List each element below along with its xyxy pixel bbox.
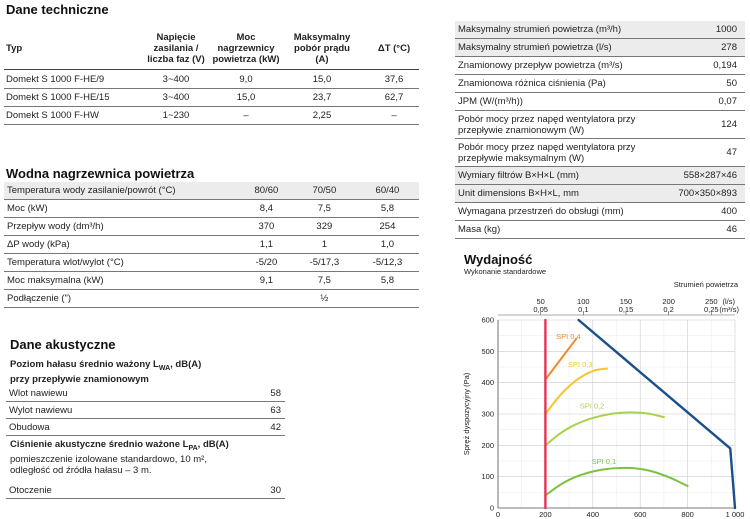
wodna-c1: 9,1 bbox=[240, 272, 293, 290]
wodna-label: ΔP wody (kPa) bbox=[4, 236, 240, 254]
dt-header-dt: ΔT (°C) bbox=[377, 43, 411, 54]
spec-value: 1000 bbox=[672, 21, 745, 39]
dt-rows bbox=[4, 71, 419, 125]
wodna-label: Podłączenie (") bbox=[4, 290, 240, 308]
m3s-tick-label: 0,1 bbox=[578, 305, 589, 314]
performance-chart bbox=[455, 275, 750, 519]
series-label: SPI 0,4 bbox=[556, 331, 581, 341]
x-tick-label: 600 bbox=[633, 510, 647, 519]
dt-cell-typ: Domekt S 1000 F-HE/9 bbox=[6, 74, 105, 85]
dt-header-pobor: Maksymalny pobór prądu (A) bbox=[293, 32, 351, 65]
dt-cell-typ: Domekt S 1000 F-HE/15 bbox=[6, 92, 110, 103]
ak-row bbox=[6, 402, 285, 419]
wodna-row bbox=[4, 182, 419, 200]
wodna-c1: 8,4 bbox=[240, 200, 293, 218]
spec-value: 124 bbox=[672, 111, 745, 139]
wodna-label: Moc (kW) bbox=[4, 200, 240, 218]
spec-label: Masa (kg) bbox=[455, 221, 672, 239]
spec-value: 46 bbox=[672, 221, 745, 239]
ak-table-1 bbox=[6, 385, 285, 436]
ak-value: 63 bbox=[229, 402, 285, 419]
y-tick-label: 0 bbox=[489, 503, 494, 513]
m3s-tick-label: 0,25 bbox=[703, 305, 719, 314]
spec-value: 0,194 bbox=[672, 57, 745, 75]
dt-cell-napiecie: 3~400 bbox=[162, 74, 190, 85]
spec-label: Wymagana przestrzeń do obsługi (mm) bbox=[455, 203, 672, 221]
section-title-akustyczne: Dane akustyczne bbox=[10, 337, 116, 352]
wodna-c2: 1 bbox=[293, 236, 356, 254]
chart-subtitle: Wykonanie standardowe bbox=[464, 267, 547, 276]
spec-row bbox=[455, 203, 745, 221]
wodna-c2: 7,5 bbox=[293, 272, 356, 290]
m3s-tick-label: 0,2 bbox=[663, 305, 674, 314]
ak-row bbox=[6, 419, 285, 436]
ak-row bbox=[6, 482, 285, 499]
dt-cell-moc: 9,0 bbox=[239, 74, 253, 85]
wodna-c1: -5/20 bbox=[240, 254, 293, 272]
spec-value: 0,07 bbox=[672, 93, 745, 111]
wodna-c3 bbox=[356, 290, 419, 308]
wodna-c3: -5/12,3 bbox=[356, 254, 419, 272]
x-tick-label: 0 bbox=[495, 510, 501, 519]
ls-tick-label: 200 bbox=[662, 297, 675, 306]
ak-label: Obudowa bbox=[6, 419, 229, 436]
x-tick-label: 1 000 bbox=[725, 510, 745, 519]
x-tick-label: 200 bbox=[539, 510, 552, 519]
m3s-unit: (m³/s) bbox=[719, 305, 739, 314]
ak-sub2: Ciśnienie akustyczne średnio ważone $L_{PA}$, dB(A) pomieszczenie izolowane standardowo, 10 m², odległość od źródła hałasu – 3 m. bbox=[10, 439, 229, 476]
ak-label: Wylot nawiewu bbox=[6, 402, 229, 419]
ls-tick-label: 250 bbox=[705, 297, 718, 306]
wodna-row bbox=[4, 200, 419, 218]
ak-label: Otoczenie bbox=[6, 482, 211, 499]
dt-cell-pobor: 2,25 bbox=[312, 110, 332, 121]
dt-cell-typ: Domekt S 1000 F-HW bbox=[6, 110, 99, 121]
y-tick-label: 100 bbox=[481, 472, 494, 482]
dt-cell-moc: 15,0 bbox=[236, 92, 256, 103]
spec-row bbox=[455, 39, 745, 57]
wodna-c3: 254 bbox=[356, 218, 419, 236]
x-tick-label: 400 bbox=[586, 510, 600, 519]
series-line-spi-0-2 bbox=[545, 412, 664, 445]
dt-cell-moc: – bbox=[243, 110, 249, 121]
divider bbox=[4, 69, 419, 70]
wodna-c1: 1,1 bbox=[240, 236, 293, 254]
spec-value: 558×287×46 bbox=[672, 167, 745, 185]
wodna-c1 bbox=[240, 290, 293, 308]
dt-cell-napiecie: 1~230 bbox=[162, 110, 190, 121]
spec-label: Pobór mocy przez napęd wentylatora przy przepływie maksymalnym (W) bbox=[455, 139, 672, 167]
spec-label: Pobór mocy przez napęd wentylatora przy przepływie znamionowym (W) bbox=[455, 111, 672, 139]
wodna-row bbox=[4, 272, 419, 290]
dt-header-napiecie: Napięcie zasilania / liczba faz (V) bbox=[147, 32, 205, 65]
x-axis-title: Strumień powietrza bbox=[673, 280, 738, 289]
wodna-c3: 5,8 bbox=[356, 272, 419, 290]
wodna-row bbox=[4, 254, 419, 272]
ak-value: 30 bbox=[211, 482, 285, 499]
spec-value: 278 bbox=[672, 39, 745, 57]
dt-row bbox=[4, 107, 419, 125]
wodna-row bbox=[4, 290, 419, 308]
spec-label: Maksymalny strumień powietrza (m³/h) bbox=[455, 21, 672, 39]
spec-value: 47 bbox=[672, 139, 745, 167]
wodna-row bbox=[4, 218, 419, 236]
ak-row bbox=[6, 385, 285, 402]
spec-row bbox=[455, 111, 745, 139]
m3s-tick-label: 0,15 bbox=[618, 305, 634, 314]
series-label: SPI 0,1 bbox=[591, 457, 617, 467]
ls-tick-label: 150 bbox=[619, 297, 633, 306]
wodna-label: Temperatura wody zasilanie/powrót (°C) bbox=[4, 182, 240, 200]
spec-label: Wymiary filtrów B×H×L (mm) bbox=[455, 167, 672, 185]
section-title-wodna: Wodna nagrzewnica powietrza bbox=[6, 166, 195, 181]
spec-label: JPM (W/(m³/h)) bbox=[455, 93, 672, 111]
ls-tick-label: 100 bbox=[577, 297, 590, 306]
wodna-c3: 60/40 bbox=[356, 182, 419, 200]
dt-row bbox=[4, 89, 419, 107]
spec-row bbox=[455, 57, 745, 75]
wodna-c2: 70/50 bbox=[293, 182, 356, 200]
dt-header-moc: Moc nagrzewnicy powietrza (kW) bbox=[212, 32, 280, 65]
y-tick-label: 500 bbox=[481, 346, 494, 356]
spec-row bbox=[455, 167, 745, 185]
m3s-tick-label: 0,05 bbox=[533, 305, 548, 314]
wodna-row bbox=[4, 236, 419, 254]
ak-sub1: Poziom hałasu średnio ważony $L_{WA}$, dB(A) przy przepływie znamionowym bbox=[10, 359, 202, 385]
spec-row bbox=[455, 139, 745, 167]
wodna-c2: -5/17,3 bbox=[293, 254, 356, 272]
wodna-c3: 1,0 bbox=[356, 236, 419, 254]
ls-unit: (l/s) bbox=[722, 297, 735, 306]
spec-row bbox=[455, 75, 745, 93]
specs-table bbox=[455, 21, 745, 239]
y-tick-label: 300 bbox=[481, 409, 494, 419]
wodna-label: Przepływ wody (dm³/h) bbox=[4, 218, 240, 236]
spec-row bbox=[455, 185, 745, 203]
wodna-c1: 80/60 bbox=[240, 182, 293, 200]
x-tick-label: 800 bbox=[681, 510, 694, 519]
wodna-c2: 329 bbox=[293, 218, 356, 236]
wodna-c1: 370 bbox=[240, 218, 293, 236]
dt-cell-napiecie: 3~400 bbox=[162, 92, 190, 103]
dt-cell-dt: – bbox=[391, 110, 397, 121]
ls-tick-label: 50 bbox=[536, 297, 545, 306]
spec-row bbox=[455, 21, 745, 39]
ak-table-2 bbox=[6, 482, 285, 499]
ak-value: 58 bbox=[229, 385, 285, 402]
dt-cell-pobor: 15,0 bbox=[312, 74, 332, 85]
y-tick-label: 400 bbox=[481, 378, 494, 388]
dt-cell-dt: 37,6 bbox=[384, 74, 404, 85]
y-axis-title: Spręż dyspozycyjny (Pa) bbox=[462, 372, 471, 456]
ak-label: Wlot nawiewu bbox=[6, 385, 229, 402]
spec-label: Znamionowa różnica ciśnienia (Pa) bbox=[455, 75, 672, 93]
y-tick-label: 200 bbox=[481, 440, 494, 450]
dt-cell-pobor: 23,7 bbox=[312, 92, 332, 103]
wodna-table bbox=[4, 182, 419, 308]
dt-cell-dt: 62,7 bbox=[384, 92, 404, 103]
y-tick-label: 600 bbox=[481, 315, 494, 325]
wodna-c2: ½ bbox=[293, 290, 356, 308]
spec-row bbox=[455, 221, 745, 239]
series-label: SPI 0,3 bbox=[567, 360, 593, 369]
spec-value: 400 bbox=[672, 203, 745, 221]
chart-title: Wydajność bbox=[464, 252, 533, 267]
spec-label: Znamionowy przepływ powietrza (m³/s) bbox=[455, 57, 672, 75]
spec-row bbox=[455, 93, 745, 111]
spec-label: Unit dimensions B×H×L, mm bbox=[455, 185, 672, 203]
wodna-c2: 7,5 bbox=[293, 200, 356, 218]
wodna-label: Temperatura wlot/wylot (°C) bbox=[4, 254, 240, 272]
section-title-dane-techniczne: Dane techniczne bbox=[6, 2, 109, 17]
dt-row bbox=[4, 71, 419, 89]
ak-value: 42 bbox=[229, 419, 285, 436]
wodna-label: Moc maksymalna (kW) bbox=[4, 272, 240, 290]
spec-label: Maksymalny strumień powietrza (l/s) bbox=[455, 39, 672, 57]
wodna-c3: 5,8 bbox=[356, 200, 419, 218]
dt-header-typ: Typ bbox=[6, 43, 23, 54]
series-label: SPI 0,2 bbox=[579, 401, 605, 411]
spec-value: 50 bbox=[672, 75, 745, 93]
spec-value: 700×350×893 bbox=[672, 185, 745, 203]
